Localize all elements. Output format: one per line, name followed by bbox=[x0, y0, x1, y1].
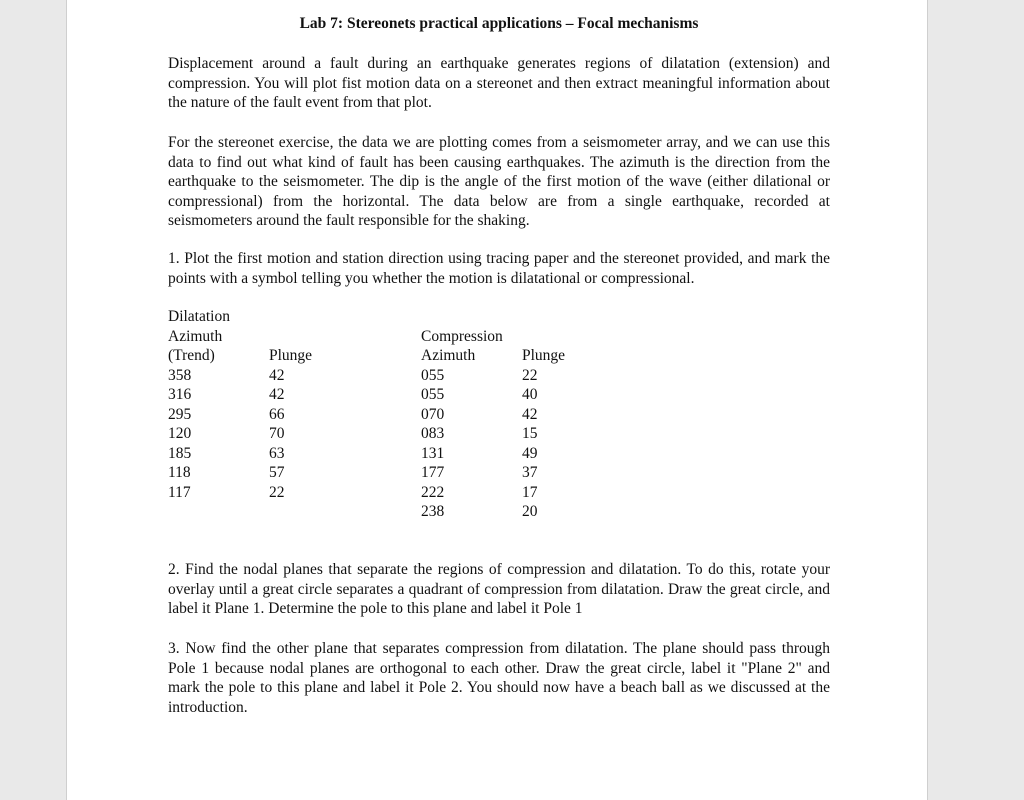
spacer bbox=[269, 307, 312, 327]
page-title: Lab 7: Stereonets practical applications – Focal mechanisms bbox=[299, 15, 699, 32]
dilatation-plunge-cell: 66 bbox=[269, 405, 285, 423]
dilatation-azimuth-header: Azimuth bbox=[168, 327, 223, 345]
dilatation-azimuth-cell: 358 bbox=[168, 366, 192, 384]
compression-azimuth-cell: 238 bbox=[421, 503, 445, 520]
compression-azimuth-cell: 055 bbox=[421, 386, 445, 403]
dilatation-plunge-header: Plunge bbox=[269, 347, 313, 364]
dilatation-azimuth-cell: 120 bbox=[168, 425, 192, 442]
compression-plunge-cell: 40 bbox=[522, 386, 538, 403]
compression-azimuth-column bbox=[421, 307, 503, 522]
spacer bbox=[522, 327, 565, 347]
instruction-1: 1. Plot the first motion and station direction using tracing paper and the stereonet provided, and mark the points with a symbol telling you whether the motion is dilatational or compressional. bbox=[168, 250, 830, 287]
compression-azimuth-cell: 070 bbox=[421, 405, 445, 423]
instruction-2: 2. Find the nodal planes that separate the regions of compression and dilatation. To do this, rotate your overlay until a great circle separates a quadrant of compression from dilatation. Draw the great circle, and label it Plane 1. Determine the pole to this plane and label it Pole 1 bbox=[168, 561, 830, 617]
compression-azimuth-cell: 222 bbox=[421, 483, 445, 501]
instruction-3: 3. Now find the other plane that separates compression from dilatation. The plane should pass through Pole 1 because nodal planes are orthogonal to each other. Draw the great circle, label it "Plane 2" and mark the pole to this plane and label it Pole 2. You should now have a beach ball as we discussed at the introduction. bbox=[168, 640, 830, 716]
dilatation-plunge-column bbox=[269, 307, 312, 502]
dilatation-azimuth-cell: 117 bbox=[168, 483, 191, 501]
dilatation-azimuth-column bbox=[168, 307, 230, 502]
dilatation-plunge-cell: 22 bbox=[269, 483, 285, 501]
compression-plunge-cell: 20 bbox=[522, 503, 538, 520]
compression-azimuth-cell: 083 bbox=[421, 425, 445, 442]
intro-paragraph: Displacement around a fault during an earthquake generates regions of dilatation (extension) and compression. You will plot fist motion data on a stereonet and then extract meaningful information about the nature of the fault event from that plot. bbox=[168, 55, 830, 111]
compression-azimuth-header: Azimuth bbox=[421, 347, 476, 364]
dilatation-plunge-cell: 63 bbox=[269, 444, 285, 462]
spacer bbox=[421, 307, 503, 327]
compression-plunge-column bbox=[522, 307, 565, 522]
dilatation-azimuth-cell: 185 bbox=[168, 444, 192, 462]
document-page bbox=[66, 0, 928, 800]
compression-azimuth-cell: 131 bbox=[421, 444, 445, 462]
compression-plunge-cell: 42 bbox=[522, 405, 538, 423]
compression-plunge-header: Plunge bbox=[522, 347, 566, 364]
dilatation-heading: Dilatation bbox=[168, 308, 230, 325]
compression-plunge-cell: 37 bbox=[522, 464, 538, 481]
compression-plunge-cell: 49 bbox=[522, 444, 538, 462]
compression-azimuth-cell: 177 bbox=[421, 464, 445, 481]
compression-plunge-cell: 15 bbox=[522, 425, 538, 442]
stereonet-exercise-paragraph: For the stereonet exercise, the data we are plotting comes from a seismometer array, and we can use this data to find out what kind of fault has been causing earthquakes. The azimuth is the direction from the earthquake to the seismometer. The dip is the angle of the first motion of the wave (either dilational or compressional) from the horizontal. The data below are from a single earthquake, recorded at seismometers around the fault responsible for the shaking. bbox=[168, 134, 830, 229]
dilatation-plunge-cell: 42 bbox=[269, 386, 285, 403]
compression-plunge-cell: 22 bbox=[522, 366, 538, 384]
compression-heading: Compression bbox=[421, 327, 503, 345]
spacer bbox=[269, 327, 312, 347]
dilatation-azimuth-cell: 118 bbox=[168, 464, 191, 481]
dilatation-plunge-cell: 57 bbox=[269, 464, 285, 481]
first-motion-data-table bbox=[168, 307, 830, 527]
dilatation-azimuth-cell: 295 bbox=[168, 405, 192, 423]
compression-plunge-cell: 17 bbox=[522, 483, 538, 501]
spacer bbox=[522, 307, 565, 327]
compression-azimuth-cell: 055 bbox=[421, 366, 445, 384]
dilatation-plunge-cell: 70 bbox=[269, 425, 285, 442]
dilatation-azimuth-cell: 316 bbox=[168, 386, 192, 403]
dilatation-trend-header: (Trend) bbox=[168, 347, 215, 364]
dilatation-plunge-cell: 42 bbox=[269, 366, 285, 384]
